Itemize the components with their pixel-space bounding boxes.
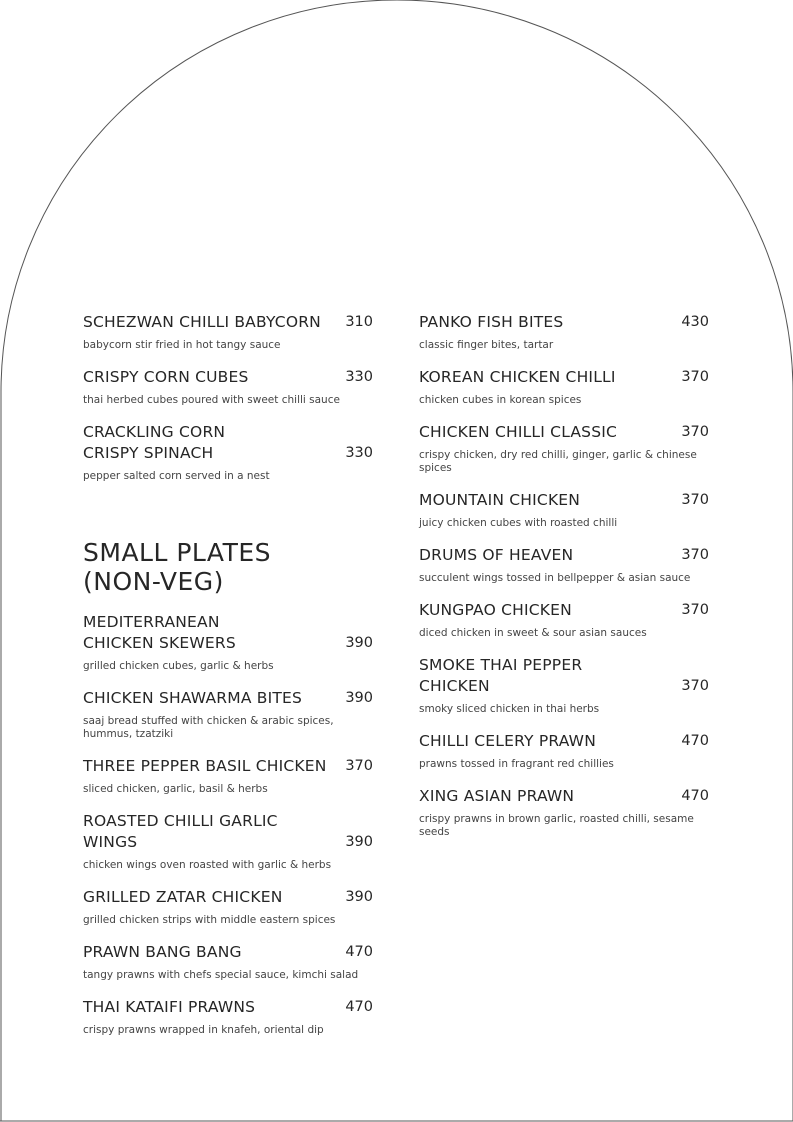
menu-item-description: babycorn stir fried in hot tangy sauce — [83, 339, 281, 351]
menu-item-description: smoky sliced chicken in thai herbs — [419, 703, 600, 715]
menu-item-name: THREE PEPPER BASIL CHICKEN — [83, 757, 327, 775]
menu-item-name: CHILLI CELERY PRAWN — [419, 732, 597, 750]
menu-item-name: SCHEZWAN CHILLI BABYCORN — [83, 313, 321, 331]
menu-item-price: 390 — [345, 889, 373, 905]
menu-item — [83, 811, 373, 872]
menu-item — [419, 422, 709, 475]
right-column — [419, 312, 709, 854]
menu-item — [419, 490, 709, 530]
menu-item-name: KUNGPAO CHICKEN — [419, 601, 572, 619]
menu-item-description: prawns tossed in fragrant red chillies — [419, 758, 614, 770]
menu-item-header — [83, 756, 373, 777]
left-section-list — [83, 612, 373, 1037]
menu-item-price: 370 — [681, 602, 709, 618]
right-list — [419, 312, 709, 839]
menu-item-header — [83, 367, 373, 388]
menu-item-name: MOUNTAIN CHICKEN — [419, 491, 581, 509]
menu-item-price: 390 — [345, 834, 373, 850]
menu-item-header — [419, 312, 709, 333]
menu-item — [419, 731, 709, 771]
menu-item-description: grilled chicken cubes, garlic & herbs — [83, 660, 274, 672]
menu-item-price: 370 — [681, 678, 709, 694]
menu-item — [83, 422, 373, 483]
menu-item-name: PRAWN BANG BANG — [83, 943, 242, 961]
menu-item — [83, 997, 373, 1037]
menu-item-name: CRACKLING CORN CRISPY SPINACH — [83, 423, 226, 462]
menu-item-header — [419, 490, 709, 511]
menu-item-name: KOREAN CHICKEN CHILLI — [419, 368, 616, 386]
menu-item — [419, 786, 709, 839]
menu-item-price: 430 — [681, 314, 709, 330]
menu-item-header — [83, 887, 373, 908]
menu-item — [83, 688, 373, 741]
menu-item-header — [419, 600, 709, 621]
menu-item — [419, 655, 709, 716]
menu-item-name: PANKO FISH BITES — [419, 313, 564, 331]
left-column — [83, 312, 373, 1052]
menu-item-description: tangy prawns with chefs special sauce, kimchi salad — [83, 969, 359, 981]
menu-item-price: 390 — [345, 690, 373, 706]
menu-item-header — [419, 367, 709, 388]
menu-item-name: THAI KATAIFI PRAWNS — [83, 998, 256, 1016]
menu-item — [83, 942, 373, 982]
menu-item-price: 470 — [345, 944, 373, 960]
menu-item-price: 470 — [681, 788, 709, 804]
menu-item-price: 390 — [345, 635, 373, 651]
menu-item — [83, 367, 373, 407]
menu-item-description: pepper salted corn served in a nest — [83, 470, 270, 482]
menu-item-name: CHICKEN SHAWARMA BITES — [83, 689, 303, 707]
menu-item-header — [83, 612, 373, 654]
menu-item-header — [83, 942, 373, 963]
menu-item-price: 310 — [345, 314, 373, 330]
menu-item — [83, 756, 373, 796]
section-title: SMALL PLATES (NON-VEG) — [83, 538, 272, 596]
menu-item-header — [419, 786, 709, 807]
menu-item-description: diced chicken in sweet & sour asian sauces — [419, 627, 647, 639]
menu-item-header — [419, 422, 709, 443]
menu-item-name: XING ASIAN PRAWN — [419, 787, 575, 805]
menu-item-header — [419, 731, 709, 752]
menu-item-price: 370 — [681, 547, 709, 563]
menu-item-header — [83, 997, 373, 1018]
menu-item-description: grilled chicken strips with middle eastern spices — [83, 914, 336, 926]
menu-item-description: classic finger bites, tartar — [419, 339, 554, 351]
menu-item-name: CHICKEN CHILLI CLASSIC — [419, 423, 618, 441]
menu-item-name: GRILLED ZATAR CHICKEN — [83, 888, 283, 906]
menu-item-header — [83, 811, 373, 853]
menu-item-name: DRUMS OF HEAVEN — [419, 546, 574, 564]
menu-item-header — [419, 545, 709, 566]
menu-item-description: saaj bread stuffed with chicken & arabic spices, hummus, tzatziki — [83, 715, 334, 740]
menu-item — [419, 545, 709, 585]
menu-item-name: SMOKE THAI PEPPER CHICKEN — [419, 656, 583, 695]
menu-item — [419, 367, 709, 407]
menu-item — [419, 600, 709, 640]
menu-item-header — [419, 655, 709, 697]
menu-item-description: crispy prawns wrapped in knafeh, oriental dip — [83, 1024, 324, 1036]
menu-item — [419, 312, 709, 352]
menu-item-price: 370 — [681, 369, 709, 385]
menu-item-header — [83, 312, 373, 333]
menu-item-name: ROASTED CHILLI GARLIC WINGS — [83, 812, 278, 851]
menu-item-price: 470 — [345, 999, 373, 1015]
menu-item-price: 370 — [345, 758, 373, 774]
menu-item-description: chicken cubes in korean spices — [419, 394, 582, 406]
menu-item-price: 470 — [681, 733, 709, 749]
menu-item-description: sliced chicken, garlic, basil & herbs — [83, 783, 268, 795]
menu-item-description: crispy chicken, dry red chilli, ginger, garlic & chinese spices — [419, 449, 697, 474]
menu-item-price: 370 — [681, 424, 709, 440]
menu-item — [83, 312, 373, 352]
menu-item-description: juicy chicken cubes with roasted chilli — [419, 517, 618, 529]
menu-item — [83, 887, 373, 927]
menu-item-price: 330 — [345, 369, 373, 385]
menu-item-header — [83, 422, 373, 464]
menu-item-name: MEDITERRANEAN CHICKEN SKEWERS — [83, 613, 236, 652]
menu-item-price: 370 — [681, 492, 709, 508]
menu-item — [83, 612, 373, 673]
menu-item-description: succulent wings tossed in bellpepper & asian sauce — [419, 572, 691, 584]
menu-item-name: CRISPY CORN CUBES — [83, 368, 249, 386]
menu-item-description: thai herbed cubes poured with sweet chilli sauce — [83, 394, 340, 406]
left-top-list — [83, 312, 373, 483]
menu-item-description: chicken wings oven roasted with garlic & herbs — [83, 859, 332, 871]
menu-item-header — [83, 688, 373, 709]
menu-item-price: 330 — [345, 445, 373, 461]
menu-item-description: crispy prawns in brown garlic, roasted chilli, sesame seeds — [419, 813, 694, 838]
